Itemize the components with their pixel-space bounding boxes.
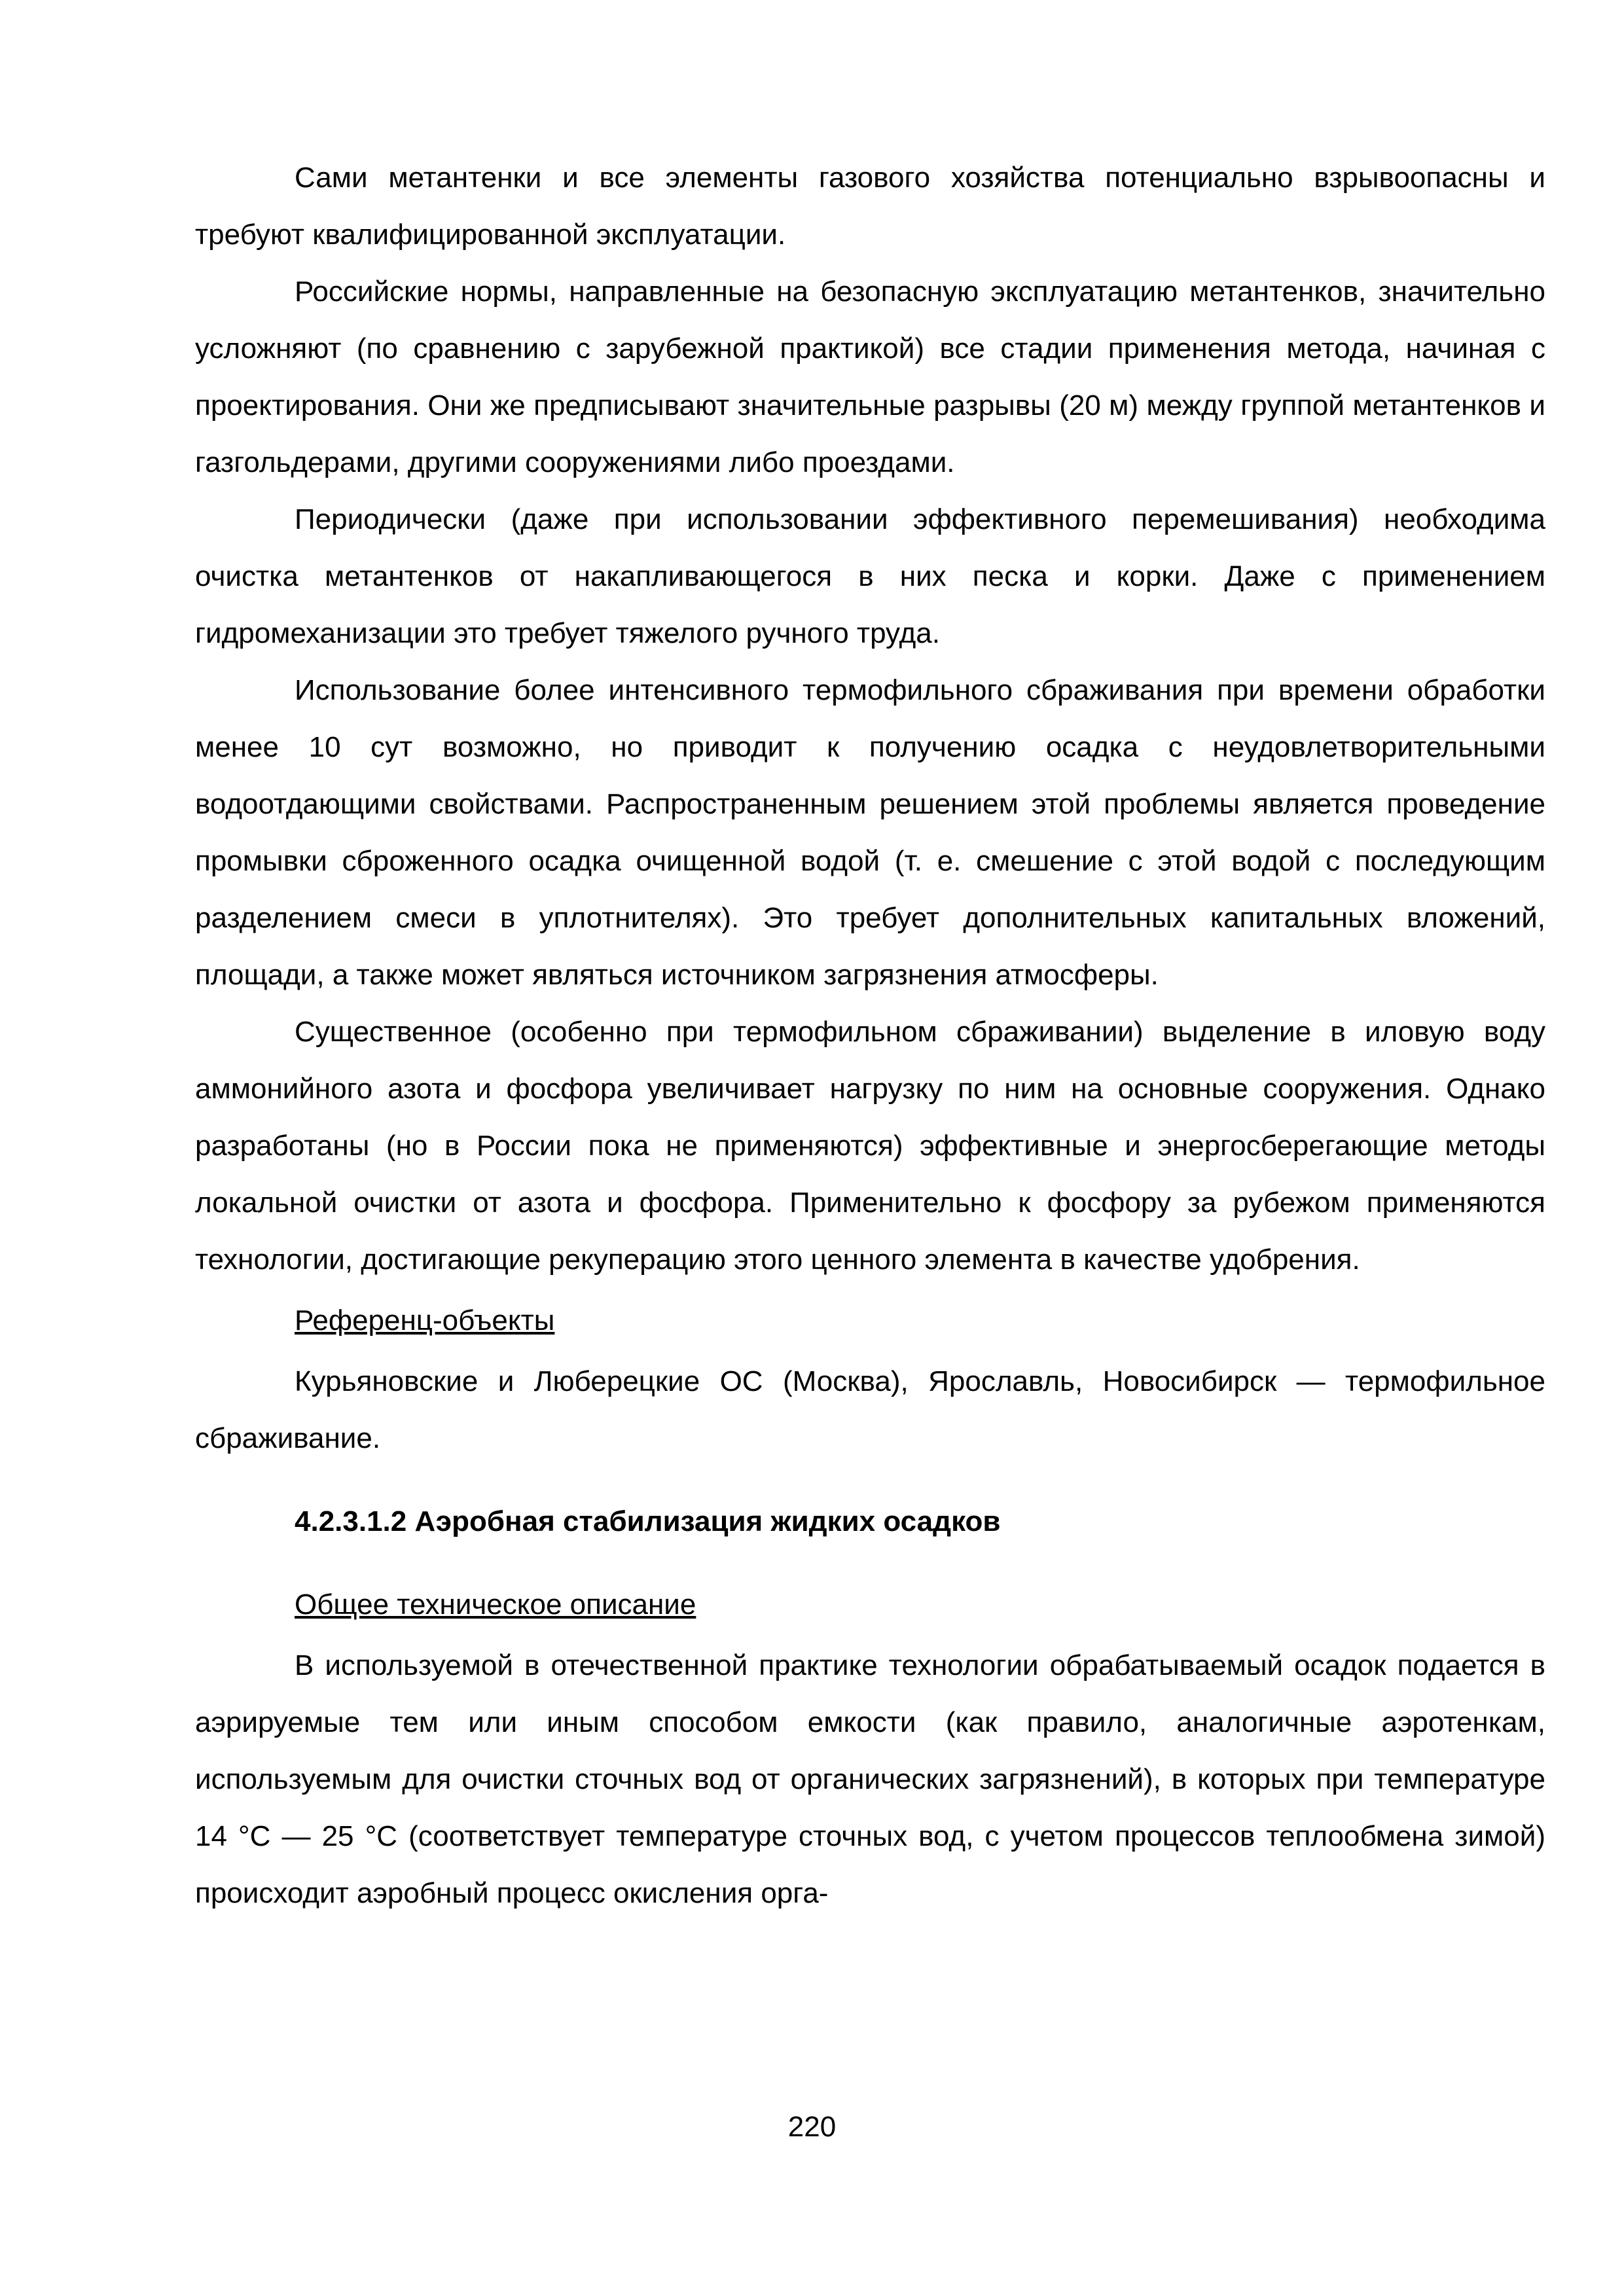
paragraph: В используемой в отечественной практике технологии обрабатываемый осадок подается в аэрируемые тем или иным способом емкости (как правило, аналогичные аэротенкам, используемым для очистки сточных вод от органических загрязнений), в которых при температуре 14 °С — 25 °С (соответствует температуре сточных вод, с учетом процессов теплообмена зимой) происходит аэробный процесс окисления орга- [195, 1649, 1545, 1909]
page-number: 220 [787, 2111, 837, 2143]
paragraph: Существенное (особенно при термофильном сбраживании) выделение в иловую воду аммонийного азота и фосфора увеличивает нагрузку по ним на основные сооружения. Однако разработаны (но в России пока не применяются) эффективные и энергосберегающие методы локальной очистки от азота и фосфора. Применительно к фосфору за рубежом применяются технологии, достигающие рекуперацию этого ценного элемента в качестве удобрения. [195, 1016, 1545, 1276]
section-heading: 4.2.3.1.2 Аэробная стабилизация жидких осадков [295, 1505, 1001, 1537]
paragraph: Сами метантенки и все элементы газового хозяйства потенциально взрывоопасны и требуют квалифицированной эксплуатации. [195, 162, 1545, 251]
paragraph: Периодически (даже при использовании эффективного перемешивания) необходима очистка метантенков от накапливающегося в них песка и корки. Даже с применением гидромеханизации это требует тяжелого ручного труда. [195, 503, 1545, 649]
document-body [195, 149, 1545, 1922]
subheading-general-description: Общее техническое описание [295, 1588, 696, 1621]
paragraph: Использование более интенсивного термофильного сбраживания при времени обработки менее 10 сут возможно, но приводит к получению осадка с неудовлетворительными водоотдающими свойствами. Распространенным решением этой проблемы является проведение промывки сброженного осадка очищенной водой (т. е. смешение с этой водой с последующим разделением смеси в уплотнителях). Это требует дополнительных капитальных вложений, площади, а также может являться источником загрязнения атмосферы. [195, 674, 1545, 991]
subheading-reference-objects: Референц-объекты [295, 1304, 555, 1336]
paragraph: Курьяновские и Люберецкие ОС (Москва), Ярославль, Новосибирск — термофильное сбраживание. [195, 1365, 1545, 1454]
paragraph: Российские нормы, направленные на безопасную эксплуатацию метантенков, значительно усложняют (по сравнению с зарубежной практикой) все стадии применения метода, начиная с проектирования. Они же предписывают значительные разрывы (20 м) между группой метантенков и газгольдерами, другими сооружениями либо проездами. [195, 276, 1545, 478]
